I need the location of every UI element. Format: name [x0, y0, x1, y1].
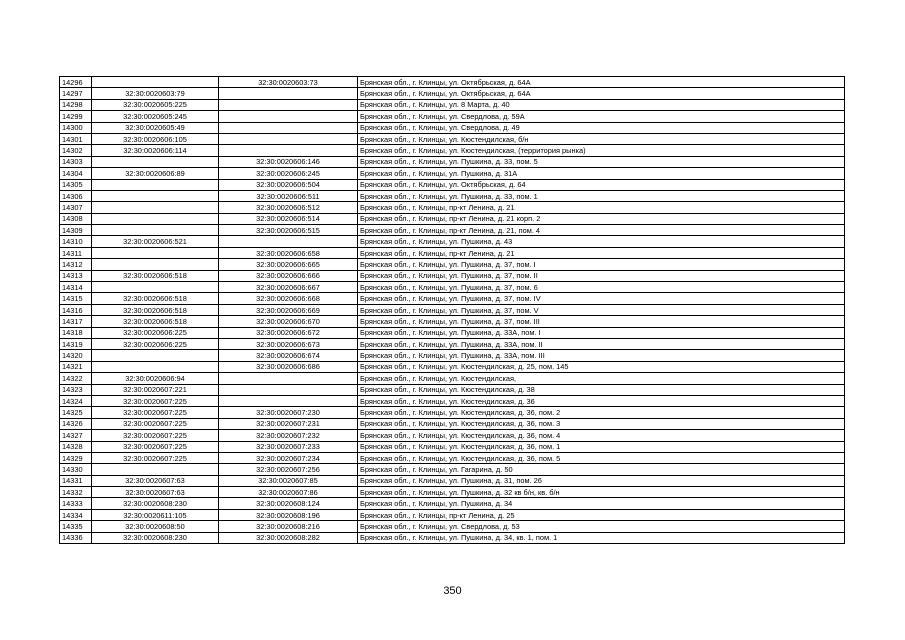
object-cadastral-cell: 32:30:0020606:504: [219, 179, 358, 190]
table-row: [60, 213, 845, 224]
row-number-cell: 14302: [60, 145, 92, 156]
address-cell: Брянская обл., г. Клинцы, ул. Октябрьская, д. 64А: [358, 77, 845, 88]
row-number-cell: 14332: [60, 487, 92, 498]
table-row: [60, 430, 845, 441]
table-row: [60, 384, 845, 395]
address-cell: Брянская обл., г. Клинцы, ул. Кюстендилская, д. 25, пом. 145: [358, 361, 845, 372]
object-cadastral-cell: 32:30:0020606:672: [219, 327, 358, 338]
parcel-cadastral-cell: 32:30:0020607:225: [92, 407, 219, 418]
parcel-cadastral-cell: [92, 190, 219, 201]
parcel-cadastral-cell: 32:30:0020606:89: [92, 168, 219, 179]
object-cadastral-cell: [219, 384, 358, 395]
address-cell: Брянская обл., г. Клинцы, ул. Пушкина, д. 31А: [358, 168, 845, 179]
row-number-cell: 14312: [60, 259, 92, 270]
parcel-cadastral-cell: [92, 77, 219, 88]
row-number-cell: 14336: [60, 532, 92, 543]
table-row: [60, 156, 845, 167]
register-body: [60, 77, 845, 544]
parcel-cadastral-cell: 32:30:0020606:114: [92, 145, 219, 156]
object-cadastral-cell: [219, 395, 358, 406]
parcel-cadastral-cell: 32:30:0020606:518: [92, 293, 219, 304]
parcel-cadastral-cell: 32:30:0020608:50: [92, 521, 219, 532]
address-cell: Брянская обл., г. Клинцы, ул. Пушкина, д. 33А, пом. I: [358, 327, 845, 338]
page-number: 350: [443, 585, 462, 597]
object-cadastral-cell: [219, 133, 358, 144]
table-row: [60, 282, 845, 293]
object-cadastral-cell: [219, 236, 358, 247]
row-number-cell: 14299: [60, 111, 92, 122]
row-number-cell: 14311: [60, 247, 92, 258]
object-cadastral-cell: 32:30:0020607:230: [219, 407, 358, 418]
table-row: [60, 441, 845, 452]
table-row: [60, 407, 845, 418]
table-row: [60, 338, 845, 349]
address-cell: Брянская обл., г. Клинцы, ул. Пушкина, д. 34: [358, 498, 845, 509]
row-number-cell: 14297: [60, 88, 92, 99]
object-cadastral-cell: 32:30:0020606:673: [219, 338, 358, 349]
parcel-cadastral-cell: 32:30:0020607:225: [92, 430, 219, 441]
address-cell: Брянская обл., г. Клинцы, ул. Пушкина, д. 33А, пом. II: [358, 338, 845, 349]
row-number-cell: 14319: [60, 338, 92, 349]
parcel-cadastral-cell: 32:30:0020606:225: [92, 327, 219, 338]
row-number-cell: 14307: [60, 202, 92, 213]
address-cell: Брянская обл., г. Клинцы, ул. Октябрьская, д. 64: [358, 179, 845, 190]
object-cadastral-cell: 32:30:0020606:666: [219, 270, 358, 281]
address-cell: Брянская обл., г. Клинцы, ул. Пушкина, д. 32 кв б/н, кв. б/н: [358, 487, 845, 498]
address-cell: Брянская обл., г. Клинцы, ул. Пушкина, д. 34, кв. 1, пом. 1: [358, 532, 845, 543]
object-cadastral-cell: 32:30:0020606:512: [219, 202, 358, 213]
table-row: [60, 475, 845, 486]
table-row: [60, 373, 845, 384]
row-number-cell: 14308: [60, 213, 92, 224]
object-cadastral-cell: 32:30:0020606:674: [219, 350, 358, 361]
table-row: [60, 293, 845, 304]
address-cell: Брянская обл., г. Клинцы, ул. 8 Марта, д. 40: [358, 99, 845, 110]
parcel-cadastral-cell: 32:30:0020606:105: [92, 133, 219, 144]
object-cadastral-cell: 32:30:0020607:86: [219, 487, 358, 498]
row-number-cell: 14320: [60, 350, 92, 361]
table-row: [60, 464, 845, 475]
parcel-cadastral-cell: 32:30:0020608:230: [92, 498, 219, 509]
parcel-cadastral-cell: [92, 259, 219, 270]
parcel-cadastral-cell: 32:30:0020605:225: [92, 99, 219, 110]
parcel-cadastral-cell: 32:30:0020607:63: [92, 475, 219, 486]
address-cell: Брянская обл., г. Клинцы, ул. Пушкина, д. 37, пом. 6: [358, 282, 845, 293]
table-row: [60, 77, 845, 88]
address-cell: Брянская обл., г. Клинцы, ул. Свердлова, д. 53: [358, 521, 845, 532]
object-cadastral-cell: 32:30:0020606:245: [219, 168, 358, 179]
row-number-cell: 14298: [60, 99, 92, 110]
table-row: [60, 88, 845, 99]
object-cadastral-cell: 32:30:0020606:658: [219, 247, 358, 258]
table-row: [60, 487, 845, 498]
address-cell: Брянская обл., г. Клинцы, ул. Кюстендилская, д. 36, пом. 3: [358, 418, 845, 429]
table-row: [60, 168, 845, 179]
object-cadastral-cell: 32:30:0020606:669: [219, 304, 358, 315]
parcel-cadastral-cell: 32:30:0020611:105: [92, 509, 219, 520]
address-cell: Брянская обл., г. Клинцы, ул. Пушкина, д. 31, пом. 26: [358, 475, 845, 486]
parcel-cadastral-cell: 32:30:0020607:221: [92, 384, 219, 395]
row-number-cell: 14316: [60, 304, 92, 315]
row-number-cell: 14318: [60, 327, 92, 338]
parcel-cadastral-cell: [92, 361, 219, 372]
object-cadastral-cell: 32:30:0020607:232: [219, 430, 358, 441]
address-cell: Брянская обл., г. Клинцы, ул. Пушкина, д. 37, пом. II: [358, 270, 845, 281]
address-cell: Брянская обл., г. Клинцы, ул. Свердлова, д. 59А: [358, 111, 845, 122]
parcel-cadastral-cell: 32:30:0020607:225: [92, 395, 219, 406]
parcel-cadastral-cell: [92, 202, 219, 213]
address-cell: Брянская обл., г. Клинцы, пр-кт Ленина, д. 21, пом. 4: [358, 225, 845, 236]
row-number-cell: 14322: [60, 373, 92, 384]
address-cell: Брянская обл., г. Клинцы, ул. Пушкина, д. 37, пом. III: [358, 316, 845, 327]
address-cell: Брянская обл., г. Клинцы, ул. Кюстендилская, д. 36, пом. 1: [358, 441, 845, 452]
parcel-cadastral-cell: [92, 282, 219, 293]
parcel-cadastral-cell: 32:30:0020606:225: [92, 338, 219, 349]
row-number-cell: 14321: [60, 361, 92, 372]
row-number-cell: 14323: [60, 384, 92, 395]
object-cadastral-cell: 32:30:0020608:282: [219, 532, 358, 543]
table-row: [60, 304, 845, 315]
table-row: [60, 498, 845, 509]
object-cadastral-cell: 32:30:0020606:668: [219, 293, 358, 304]
table-row: [60, 133, 845, 144]
table-row: [60, 202, 845, 213]
parcel-cadastral-cell: 32:30:0020606:518: [92, 316, 219, 327]
row-number-cell: 14324: [60, 395, 92, 406]
row-number-cell: 14314: [60, 282, 92, 293]
parcel-cadastral-cell: [92, 247, 219, 258]
table-row: [60, 122, 845, 133]
object-cadastral-cell: 32:30:0020606:515: [219, 225, 358, 236]
table-row: [60, 247, 845, 258]
parcel-cadastral-cell: 32:30:0020605:245: [92, 111, 219, 122]
object-cadastral-cell: 32:30:0020607:233: [219, 441, 358, 452]
parcel-cadastral-cell: 32:30:0020606:518: [92, 270, 219, 281]
row-number-cell: 14326: [60, 418, 92, 429]
object-cadastral-cell: [219, 88, 358, 99]
row-number-cell: 14333: [60, 498, 92, 509]
object-cadastral-cell: 32:30:0020607:85: [219, 475, 358, 486]
address-cell: Брянская обл., г. Клинцы, ул. Пушкина, д. 33, пом. 5: [358, 156, 845, 167]
object-cadastral-cell: 32:30:0020608:124: [219, 498, 358, 509]
object-cadastral-cell: 32:30:0020607:234: [219, 452, 358, 463]
row-number-cell: 14301: [60, 133, 92, 144]
row-number-cell: 14331: [60, 475, 92, 486]
table-row: [60, 99, 845, 110]
object-cadastral-cell: 32:30:0020607:231: [219, 418, 358, 429]
table-row: [60, 452, 845, 463]
address-cell: Брянская обл., г. Клинцы, ул. Кюстендилская,: [358, 373, 845, 384]
object-cadastral-cell: [219, 111, 358, 122]
parcel-cadastral-cell: 32:30:0020606:521: [92, 236, 219, 247]
address-cell: Брянская обл., г. Клинцы, пр-кт Ленина, д. 21 корп. 2: [358, 213, 845, 224]
row-number-cell: 14334: [60, 509, 92, 520]
address-cell: Брянская обл., г. Клинцы, пр-кт Ленина, д. 25: [358, 509, 845, 520]
address-cell: Брянская обл., г. Клинцы, ул. Кюстендилская, д. 36, пом. 2: [358, 407, 845, 418]
address-cell: Брянская обл., г. Клинцы, ул. Свердлова, д. 49: [358, 122, 845, 133]
address-cell: Брянская обл., г. Клинцы, пр-кт Ленина, д. 21: [358, 247, 845, 258]
row-number-cell: 14329: [60, 452, 92, 463]
object-cadastral-cell: 32:30:0020606:514: [219, 213, 358, 224]
row-number-cell: 14328: [60, 441, 92, 452]
object-cadastral-cell: [219, 373, 358, 384]
parcel-cadastral-cell: 32:30:0020606:518: [92, 304, 219, 315]
table-row: [60, 179, 845, 190]
parcel-cadastral-cell: [92, 179, 219, 190]
row-number-cell: 14317: [60, 316, 92, 327]
address-cell: Брянская обл., г. Клинцы, ул. Гагарина, д. 50: [358, 464, 845, 475]
row-number-cell: 14305: [60, 179, 92, 190]
object-cadastral-cell: 32:30:0020603:73: [219, 77, 358, 88]
address-cell: Брянская обл., г. Клинцы, ул. Кюстендилская, (территория рынка): [358, 145, 845, 156]
object-cadastral-cell: 32:30:0020606:146: [219, 156, 358, 167]
object-cadastral-cell: [219, 99, 358, 110]
address-cell: Брянская обл., г. Клинцы, ул. Пушкина, д. 33, пом. 1: [358, 190, 845, 201]
row-number-cell: 14325: [60, 407, 92, 418]
table-row: [60, 509, 845, 520]
parcel-cadastral-cell: 32:30:0020607:225: [92, 452, 219, 463]
table-row: [60, 225, 845, 236]
parcel-cadastral-cell: 32:30:0020607:63: [92, 487, 219, 498]
row-number-cell: 14303: [60, 156, 92, 167]
table-row: [60, 111, 845, 122]
address-cell: Брянская обл., г. Клинцы, ул. Кюстендилская, д. 38: [358, 384, 845, 395]
row-number-cell: 14313: [60, 270, 92, 281]
parcel-cadastral-cell: [92, 225, 219, 236]
table-row: [60, 270, 845, 281]
table-row: [60, 259, 845, 270]
table-row: [60, 521, 845, 532]
object-cadastral-cell: 32:30:0020606:667: [219, 282, 358, 293]
table-row: [60, 395, 845, 406]
row-number-cell: 14330: [60, 464, 92, 475]
table-row: [60, 190, 845, 201]
address-cell: Брянская обл., г. Клинцы, ул. Пушкина, д. 33А, пом. III: [358, 350, 845, 361]
row-number-cell: 14335: [60, 521, 92, 532]
object-cadastral-cell: 32:30:0020606:670: [219, 316, 358, 327]
object-cadastral-cell: 32:30:0020607:256: [219, 464, 358, 475]
address-cell: Брянская обл., г. Клинцы, ул. Пушкина, д. 37, пом. I: [358, 259, 845, 270]
parcel-cadastral-cell: [92, 464, 219, 475]
parcel-cadastral-cell: [92, 213, 219, 224]
table-row: [60, 418, 845, 429]
address-cell: Брянская обл., г. Клинцы, пр-кт Ленина, д. 21: [358, 202, 845, 213]
table-row: [60, 532, 845, 543]
parcel-cadastral-cell: 32:30:0020608:230: [92, 532, 219, 543]
object-cadastral-cell: 32:30:0020606:511: [219, 190, 358, 201]
table-row: [60, 145, 845, 156]
table-row: [60, 236, 845, 247]
table-row: [60, 350, 845, 361]
address-cell: Брянская обл., г. Клинцы, ул. Пушкина, д. 37, пом. V: [358, 304, 845, 315]
address-cell: Брянская обл., г. Клинцы, ул. Кюстендилская, д. 36, пом. 4: [358, 430, 845, 441]
object-cadastral-cell: 32:30:0020608:196: [219, 509, 358, 520]
address-cell: Брянская обл., г. Клинцы, ул. Октябрьская, д. 64А: [358, 88, 845, 99]
parcel-cadastral-cell: 32:30:0020607:225: [92, 418, 219, 429]
row-number-cell: 14327: [60, 430, 92, 441]
parcel-cadastral-cell: 32:30:0020605:49: [92, 122, 219, 133]
parcel-cadastral-cell: 32:30:0020603:79: [92, 88, 219, 99]
table-row: [60, 316, 845, 327]
row-number-cell: 14315: [60, 293, 92, 304]
row-number-cell: 14300: [60, 122, 92, 133]
parcel-cadastral-cell: [92, 350, 219, 361]
object-cadastral-cell: 32:30:0020608:216: [219, 521, 358, 532]
parcel-cadastral-cell: [92, 156, 219, 167]
table-row: [60, 327, 845, 338]
address-cell: Брянская обл., г. Клинцы, ул. Кюстендилская, д. 36: [358, 395, 845, 406]
object-cadastral-cell: [219, 122, 358, 133]
address-cell: Брянская обл., г. Клинцы, ул. Пушкина, д. 43: [358, 236, 845, 247]
row-number-cell: 14309: [60, 225, 92, 236]
object-cadastral-cell: 32:30:0020606:665: [219, 259, 358, 270]
row-number-cell: 14310: [60, 236, 92, 247]
address-cell: Брянская обл., г. Клинцы, ул. Кюстендилская, б/н: [358, 133, 845, 144]
row-number-cell: 14304: [60, 168, 92, 179]
address-cell: Брянская обл., г. Клинцы, ул. Кюстендилская, д. 36, пом. 5: [358, 452, 845, 463]
object-cadastral-cell: [219, 145, 358, 156]
parcel-cadastral-cell: 32:30:0020607:225: [92, 441, 219, 452]
object-cadastral-cell: 32:30:0020606:686: [219, 361, 358, 372]
property-register-table: [59, 76, 845, 544]
row-number-cell: 14306: [60, 190, 92, 201]
parcel-cadastral-cell: 32:30:0020606:94: [92, 373, 219, 384]
table-row: [60, 361, 845, 372]
row-number-cell: 14296: [60, 77, 92, 88]
address-cell: Брянская обл., г. Клинцы, ул. Пушкина, д. 37, пом. IV: [358, 293, 845, 304]
